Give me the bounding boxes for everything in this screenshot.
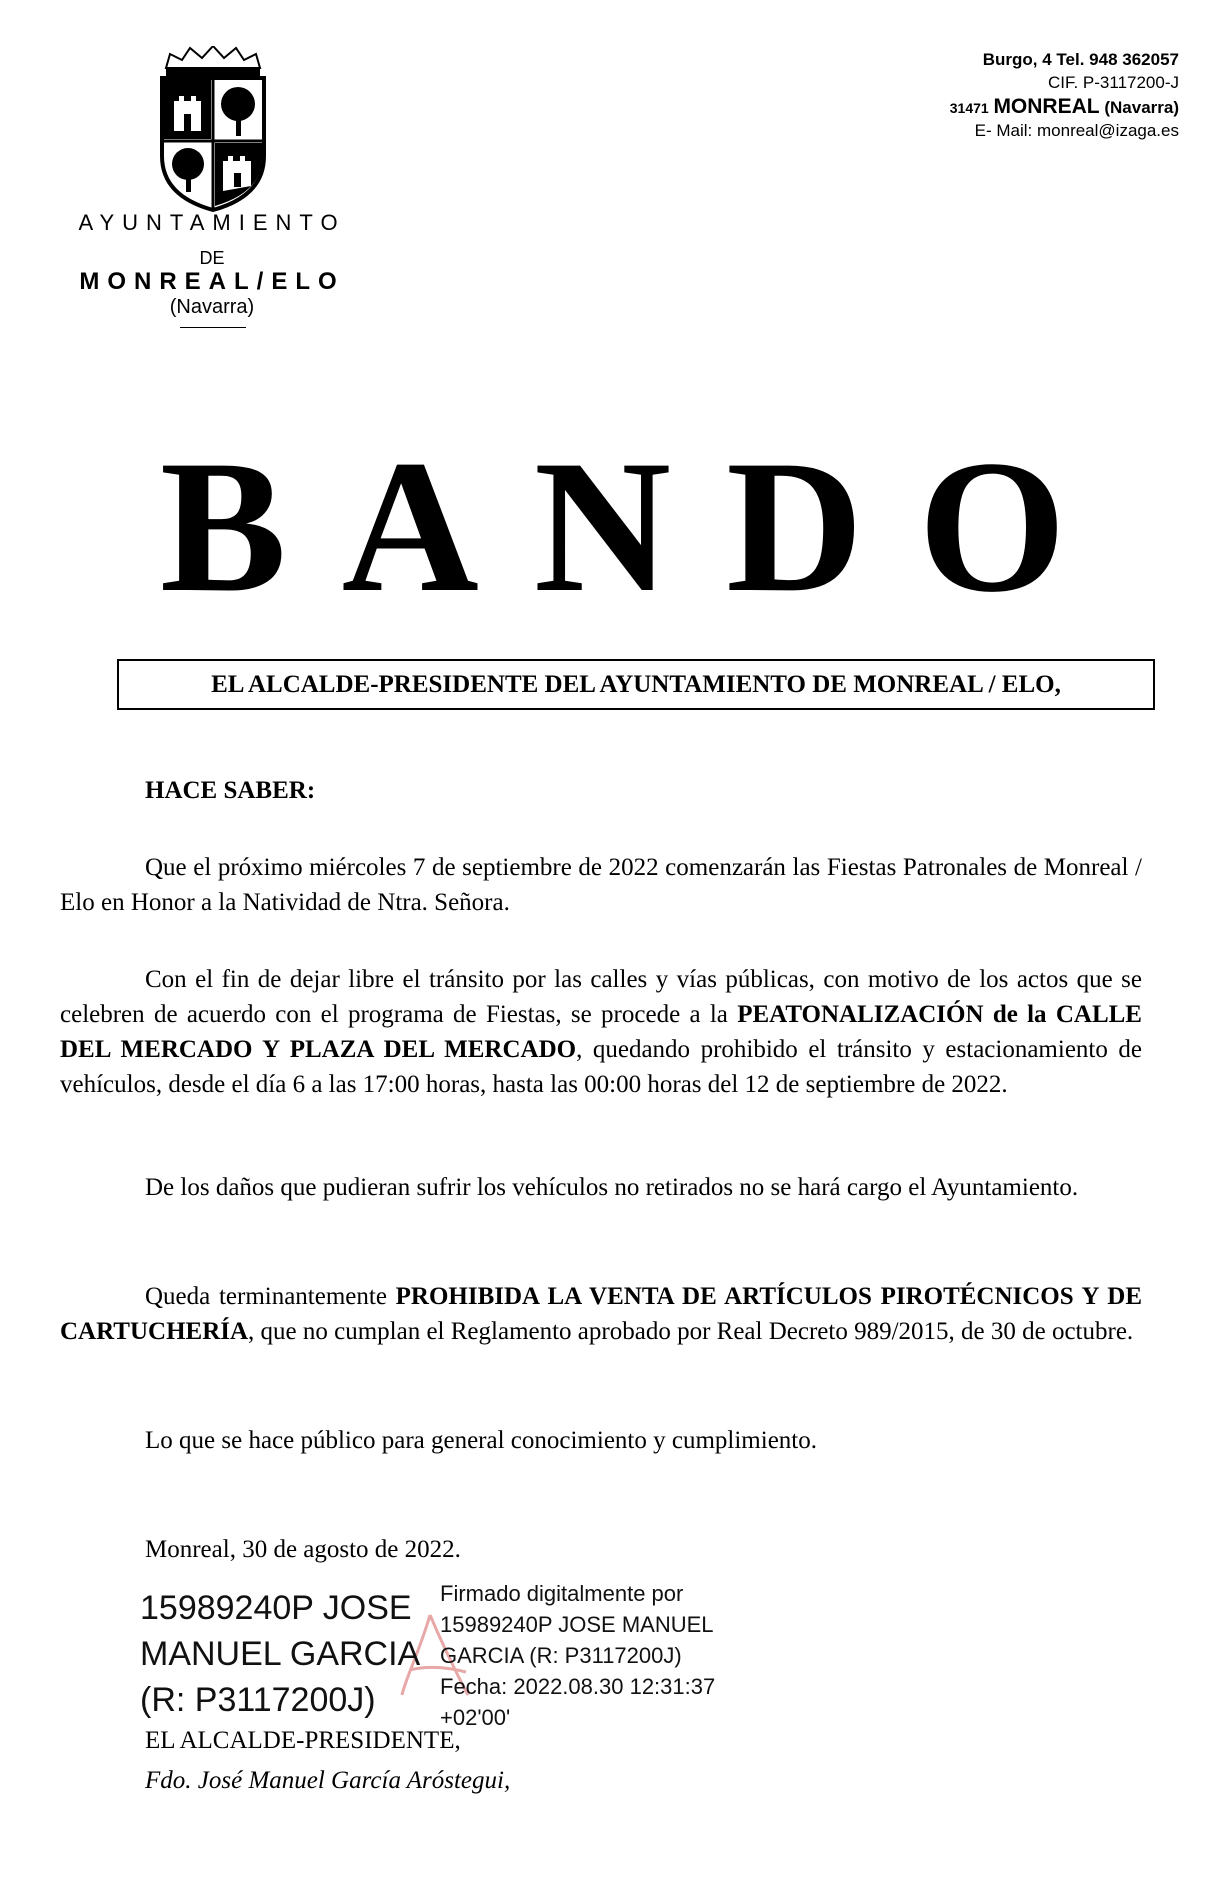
contact-address: Burgo, 4 Tel. 948 362057 bbox=[982, 50, 1179, 69]
signature-detail-line1: Firmado digitalmente por bbox=[440, 1581, 684, 1606]
signature-name-line1: 15989240P JOSE bbox=[140, 1589, 412, 1627]
signature-details bbox=[440, 1578, 760, 1733]
paragraph-2 bbox=[60, 962, 1142, 1102]
contact-email: E- Mail: monreal@izaga.es bbox=[974, 121, 1179, 140]
hace-saber-heading: HACE SABER: bbox=[145, 777, 316, 804]
signature-name-line2: MANUEL GARCIA bbox=[140, 1635, 421, 1673]
org-name-line1: AYUNTAMIENTO bbox=[78, 210, 346, 235]
boxed-heading: EL ALCALDE-PRESIDENTE DEL AYUNTAMIENTO DE MONREAL / ELO, bbox=[117, 659, 1155, 710]
paragraph-2-text-a: Con el fin de dejar libre el tránsito por las calles y vías públicas, con motivo de los actos que se celebren de acuerdo con el programa de Fiestas, se procede a la bbox=[60, 966, 1142, 1028]
paragraph-2-text-b: , quedando prohibido el tránsito y estacionamiento de vehículos, desde el día 6 a las 17:00 horas, hasta las 00:00 horas del 12 de septiembre de 2022. bbox=[60, 1036, 1142, 1098]
coat-of-arms-icon bbox=[158, 46, 268, 212]
paragraph-3: De los daños que pudieran sufrir los vehículos no retirados no se hará cargo el Ayuntamiento. bbox=[145, 1174, 1079, 1201]
signature-name bbox=[140, 1585, 440, 1723]
org-underline bbox=[180, 327, 246, 328]
signer-title: EL ALCALDE-PRESIDENTE, bbox=[145, 1727, 461, 1754]
document-title: BANDO bbox=[159, 422, 1122, 632]
contact-town-line bbox=[950, 95, 1179, 119]
org-name-line2: DE bbox=[199, 248, 225, 268]
org-name-line3: MONREAL/ELO bbox=[79, 268, 345, 295]
signature-detail-line5: +02'00' bbox=[440, 1705, 511, 1730]
signer-name: Fdo. José Manuel García Aróstegui, bbox=[145, 1767, 511, 1794]
paragraph-5: Lo que se hace público para general conocimiento y cumplimiento. bbox=[145, 1427, 817, 1454]
paragraph-2-bold: PEATONALIZACIÓN de la CALLE DEL MERCADO Y PLAZA DEL MERCADO bbox=[60, 1001, 1142, 1063]
signature-detail-line3: GARCIA (R: P3117200J) bbox=[440, 1643, 682, 1668]
signature-detail-line4: Fecha: 2022.08.30 12:31:37 bbox=[440, 1674, 716, 1699]
signature-detail-line2: 15989240P JOSE MANUEL bbox=[440, 1612, 714, 1637]
paragraph-4-bold: PROHIBIDA LA VENTA DE ARTÍCULOS PIROTÉCNICOS Y DE CARTUCHERÍA bbox=[60, 1283, 1143, 1345]
contact-postal-code: 31471 bbox=[949, 100, 989, 116]
signature-name-line3: (R: P3117200J) bbox=[140, 1681, 376, 1719]
date-line: Monreal, 30 de agosto de 2022. bbox=[145, 1536, 461, 1563]
org-name-line4: (Navarra) bbox=[169, 296, 255, 318]
paragraph-4-text-b: , que no cumplan el Reglamento aprobado por Real Decreto 989/2015, de 30 de octubre. bbox=[248, 1318, 1134, 1345]
paragraph-4 bbox=[60, 1279, 1142, 1349]
contact-cif: CIF. P-3117200-J bbox=[1047, 73, 1179, 92]
contact-region: (Navarra) bbox=[1104, 98, 1179, 117]
paragraph-1: Que el próximo miércoles 7 de septiembre de 2022 comenzarán las Fiestas Patronales de Monreal / Elo en Honor a la Natividad de Ntra. Señora. bbox=[60, 854, 1142, 916]
paragraph-4-text-a: Queda terminantemente bbox=[145, 1283, 396, 1310]
contact-town: MONREAL bbox=[993, 95, 1100, 118]
